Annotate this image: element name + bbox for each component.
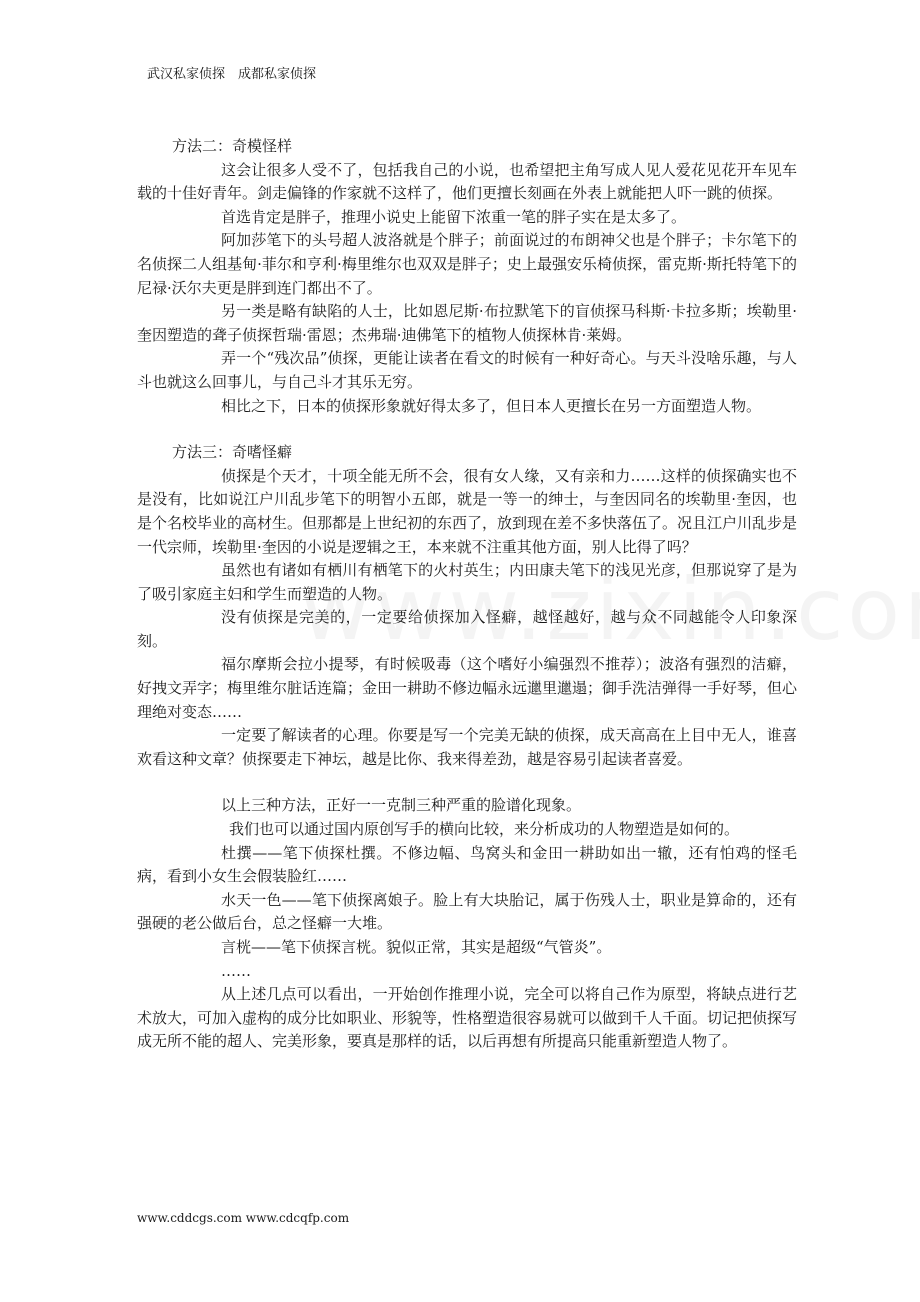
section-2-paragraph: 相比之下，日本的侦探形象就好得太多了，但日本人更擅长在另一方面塑造人物。 <box>221 396 762 415</box>
example-paragraph: 水天一色——笔下侦探离娘子。脸上有大块胎记，属于伤残人士，职业是算命的，还有强硬的老公做后台，总之怪癖一大堆。 <box>137 890 797 933</box>
ellipsis-line: …… <box>221 961 251 980</box>
page-footer: www.cddcgs.com www.cdcqfp.com <box>137 1211 350 1225</box>
section-2-paragraph: 弄一个“残次品”侦探，更能让读者在看文的时候有一种好奇心。与天斗没啥乐趣，与人斗也就这么回事儿，与自己斗才其乐无穷。 <box>137 349 797 391</box>
section-2-paragraph: 这会让很多人受不了，包括我自己的小说，也希望把主角写成人见人爱花见花开车见车载的十佳好青年。剑走偏锋的作家就不这样了，他们更擅长刻画在外表上就能把人吓一跳的侦探。 <box>137 160 797 203</box>
document-body <box>137 135 797 1054</box>
section-spacer <box>137 418 797 441</box>
section-3-paragraph: 福尔摩斯会拉小提琴，有时候吸毒（这个嗜好小编强烈不推荐）；波洛有强烈的洁癖，好拽文弄字；梅里维尔脏话连篇；金田一耕助不修边幅永远邋里邋遢；御手洗洁弹得一手好琴，但心理绝对变态…… <box>137 655 798 721</box>
section-3-paragraph: 没有侦探是完美的，一定要给侦探加入怪癖，越怪越好，越与众不同越能令人印象深刻。 <box>137 608 797 650</box>
section-spacer <box>137 771 797 794</box>
conclusion-compare: 我们也可以通过国内原创写手的横向比较，来分析成功的人物塑造是如何的。 <box>229 820 740 839</box>
section-3-paragraph: 虽然也有诸如有栖川有栖笔下的火村英生；内田康夫笔下的浅见光彦，但那说穿了是为了吸引家庭主妇和学生而塑造的人物。 <box>137 561 797 603</box>
page-header: 武汉私家侦探 成都私家侦探 <box>147 67 317 82</box>
section-2-paragraph: 阿加莎笔下的头号超人波洛就是个胖子；前面说过的布朗神父也是个胖子；卡尔笔下的名侦探二人组基甸·菲尔和亨利·梅里维尔也双双是胖子；史上最强安乐椅侦探，雷克斯·斯托特笔下的尼禄·沃尔夫更是胖到连门都出不了。 <box>137 231 797 297</box>
section-3-paragraph: 一定要了解读者的心理。你要是写一个完美无缺的侦探，成天高高在上目中无人，谁喜欢看这种文章？侦探要走下神坛，越是比你、我来得差劲，越是容易引起读者喜爱。 <box>137 726 797 768</box>
example-paragraph: 言桄——笔下侦探言桄。貌似正常，其实是超级“气管炎”。 <box>221 938 612 956</box>
section-2-paragraph: 另一类是略有缺陷的人士，比如恩尼斯·布拉默笔下的盲侦探马科斯·卡拉多斯；埃勒里·奎因塑造的聋子侦探哲瑞·雷恩；杰弗瑞·迪佛笔下的植物人侦探林肯·莱姆。 <box>137 302 797 344</box>
final-paragraph: 从上述几点可以看出，一开始创作推理小说，完全可以将自己作为原型，将缺点进行艺术放大，可加入虚构的成分比如职业、形貌等，性格塑造很容易就可以做到千人千面。切记把侦探写成无所不能的超人、完美形象，要真是那样的话，以后再想有所提高只能重新塑造人物了。 <box>137 985 798 1051</box>
conclusion-summary: 以上三种方法，正好一一克制三种严重的脸谱化现象。 <box>221 796 582 815</box>
section-2-paragraph: 首选肯定是胖子，推理小说史上能留下浓重一笔的胖子实在是太多了。 <box>221 207 687 226</box>
section-3-title: 方法三：奇嗜怪癖 <box>172 443 293 462</box>
section-2-title: 方法二：奇模怪样 <box>172 137 293 155</box>
section-3-paragraph: 侦探是个天才，十项全能无所不会，很有女人缘，又有亲和力……这样的侦探确实也不是没有，比如说江户川乱步笔下的明智小五郎，就是一等一的绅士，与奎因同名的埃勒里·奎因，也是个名校毕业的高材生。但那都是上世纪初的东西了，放到现在差不多快落伍了。况且江户川乱步是一代宗师，埃勒里·奎因的小说是逻辑之王，本来就不注重其他方面，别人比得了吗？ <box>137 466 798 556</box>
example-paragraph: 杜撰——笔下侦探杜撰。不修边幅、鸟窝头和金田一耕助如出一辙，还有怕鸡的怪毛病，看到小女生会假装脸红…… <box>137 843 797 886</box>
